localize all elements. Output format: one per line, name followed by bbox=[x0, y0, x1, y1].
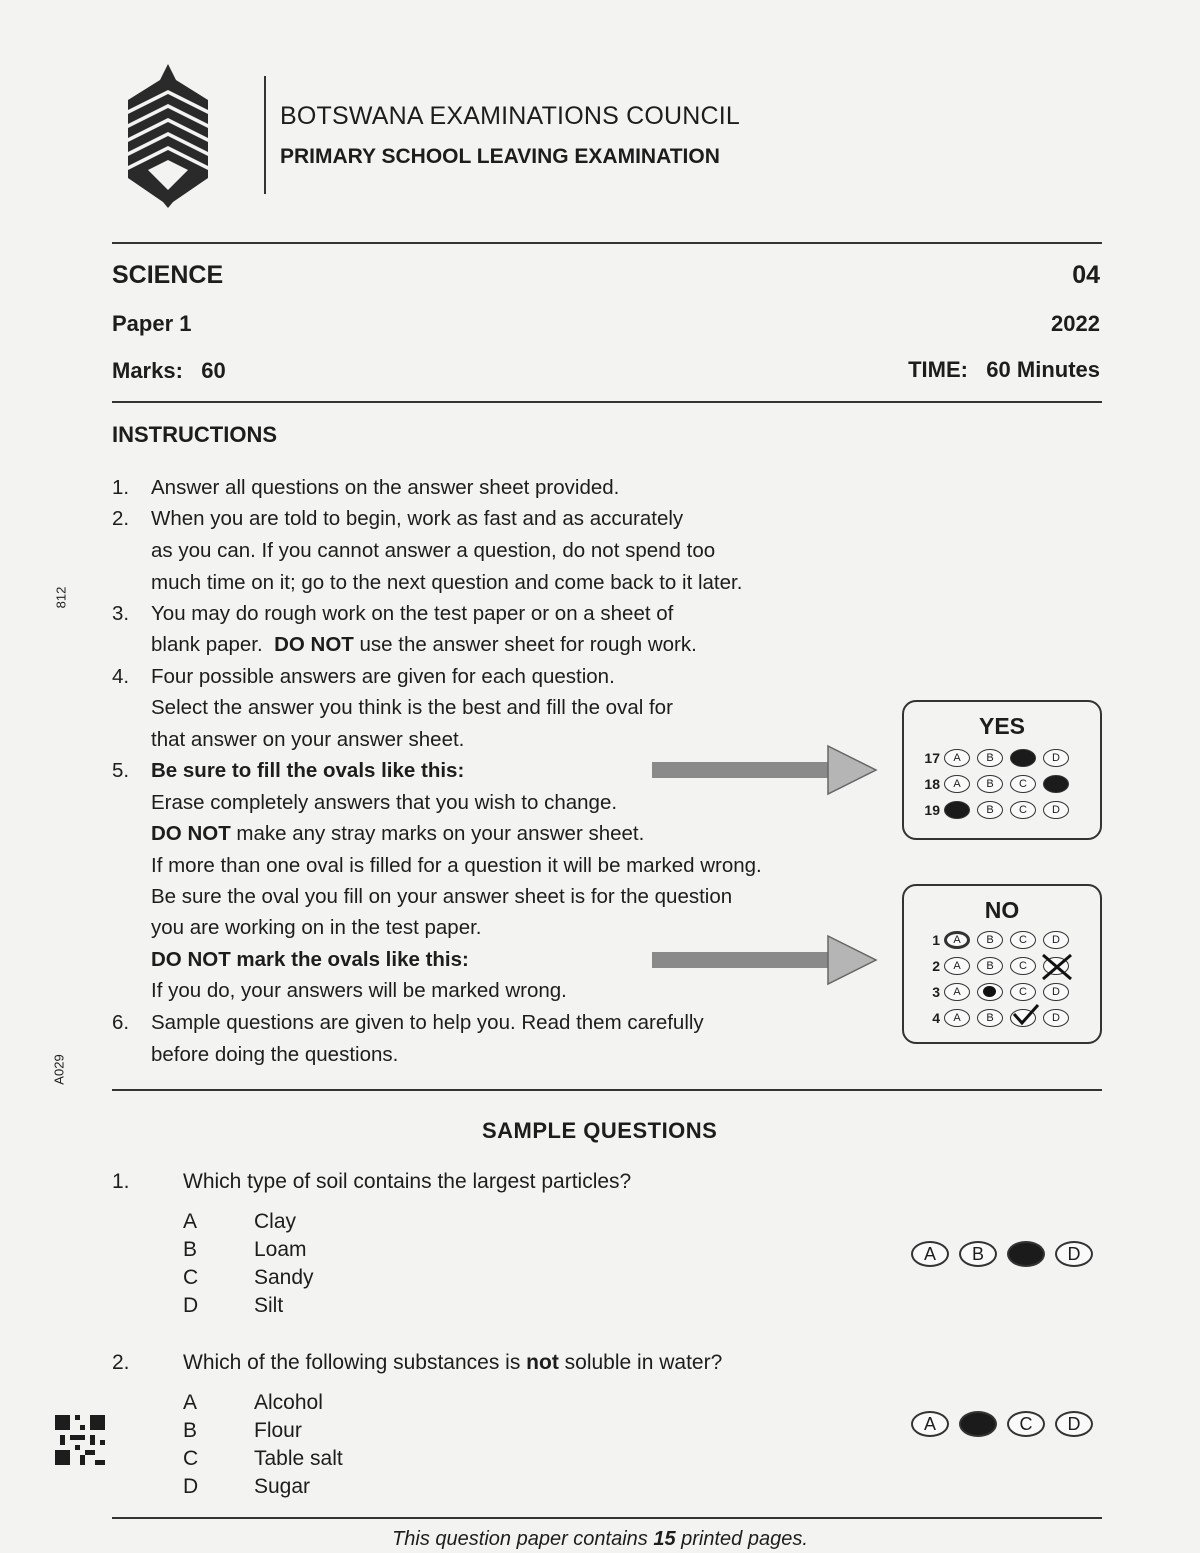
oval-b: B bbox=[977, 931, 1003, 949]
option-letter: A bbox=[183, 1210, 198, 1233]
tick-mark-icon bbox=[1011, 1002, 1041, 1028]
instr-line: as you can. If you cannot answer a question, do not spend too bbox=[151, 539, 716, 562]
sample-q2-text-pre: Which of the following substances is bbox=[183, 1351, 527, 1374]
instr-line: Answer all questions on the answer sheet provided. bbox=[151, 476, 620, 499]
time-label: TIME: bbox=[908, 357, 968, 382]
option-letter: D bbox=[183, 1294, 199, 1317]
sample-q2-text-bold: not bbox=[526, 1351, 559, 1374]
oval-d: D bbox=[1043, 983, 1069, 1001]
paper-code: 04 bbox=[1072, 261, 1100, 289]
oval-a: A bbox=[944, 957, 970, 975]
instr-line: that answer on your answer sheet. bbox=[151, 728, 465, 751]
row-number: 4 bbox=[932, 1010, 940, 1026]
oval-c: C bbox=[1010, 775, 1036, 793]
instr-line: Erase completely answers that you wish to change. bbox=[151, 791, 618, 814]
oval-c-ticked bbox=[1010, 1009, 1036, 1027]
instr-line: Four possible answers are given for each question. bbox=[151, 665, 615, 688]
no-row bbox=[904, 981, 1076, 1003]
option-text: Loam bbox=[254, 1238, 307, 1261]
yes-row bbox=[904, 747, 1076, 769]
sample-q2-options bbox=[183, 1391, 483, 1511]
sample-q1-answer-ovals bbox=[911, 1241, 1103, 1267]
oval-d: D bbox=[1043, 1009, 1069, 1027]
council-name: BOTSWANA EXAMINATIONS COUNCIL bbox=[280, 102, 741, 130]
option-text: Alcohol bbox=[254, 1391, 323, 1414]
yes-example-box bbox=[902, 700, 1102, 840]
instr-line: Sample questions are given to help you. Read them carefully bbox=[151, 1011, 704, 1034]
do-not-emphasis: DO NOT bbox=[274, 633, 354, 656]
oval-d: D bbox=[1043, 931, 1069, 949]
time bbox=[908, 357, 1100, 383]
oval-b-dot bbox=[977, 983, 1003, 1001]
instr-num: 1. bbox=[112, 476, 130, 499]
oval-c-filled bbox=[1010, 749, 1036, 767]
sample-q2-text bbox=[183, 1351, 722, 1375]
sample-q1-number: 1. bbox=[112, 1170, 130, 1193]
instr-num: 3. bbox=[112, 602, 130, 625]
instr-num: 5. bbox=[112, 759, 130, 782]
becs-logo bbox=[118, 62, 218, 210]
option-letter: A bbox=[183, 1391, 198, 1414]
oval-b: B bbox=[977, 801, 1003, 819]
row-number: 3 bbox=[932, 984, 940, 1000]
oval-a: A bbox=[944, 775, 970, 793]
oval-b: B bbox=[977, 1009, 1003, 1027]
option-text: Sandy bbox=[254, 1266, 314, 1289]
rule-meta bbox=[112, 401, 1102, 403]
oval-d: D bbox=[1043, 801, 1069, 819]
marks-value: 60 bbox=[201, 358, 226, 383]
oval-d-crossed bbox=[1043, 957, 1069, 975]
footer-pre: This question paper contains bbox=[392, 1528, 654, 1550]
option-text: Flour bbox=[254, 1419, 302, 1442]
arrow-right-icon bbox=[652, 744, 878, 796]
oval-c: C bbox=[1010, 957, 1036, 975]
option-text: Table salt bbox=[254, 1447, 343, 1470]
option-letter: B bbox=[183, 1419, 198, 1442]
oval-b: B bbox=[977, 957, 1003, 975]
instr-line: Be sure to fill the ovals like this: bbox=[151, 759, 465, 782]
instr-line: If you do, your answers will be marked wrong. bbox=[151, 979, 567, 1002]
marks-label: Marks: bbox=[112, 358, 183, 383]
do-not-emphasis: DO NOT bbox=[151, 822, 231, 845]
oval-a-filled bbox=[944, 801, 970, 819]
oval-a: A bbox=[911, 1241, 949, 1267]
oval-d-filled bbox=[1043, 775, 1069, 793]
marks bbox=[112, 358, 226, 384]
instr-line: use the answer sheet for rough work. bbox=[359, 633, 697, 656]
row-number: 18 bbox=[924, 776, 940, 792]
rule-instructions bbox=[112, 1089, 1102, 1091]
oval-d: D bbox=[1055, 1241, 1093, 1267]
oval-a: A bbox=[944, 1009, 970, 1027]
no-row bbox=[904, 1007, 1076, 1029]
row-number: 17 bbox=[924, 750, 940, 766]
oval-c: C bbox=[1010, 983, 1036, 1001]
option-letter: C bbox=[183, 1447, 199, 1470]
oval-b: B bbox=[977, 775, 1003, 793]
time-value: 60 Minutes bbox=[986, 357, 1100, 382]
option-letter: D bbox=[183, 1475, 199, 1498]
paper-number: Paper 1 bbox=[112, 311, 192, 336]
sample-q1-options bbox=[183, 1210, 483, 1330]
dot-mark-icon bbox=[983, 986, 996, 997]
oval-c-filled bbox=[1007, 1241, 1045, 1267]
oval-a: A bbox=[944, 749, 970, 767]
row-number: 1 bbox=[932, 932, 940, 948]
sample-q1-text: Which type of soil contains the largest particles? bbox=[183, 1170, 632, 1193]
subject: SCIENCE bbox=[112, 261, 224, 289]
instr-line: you are working on in the test paper. bbox=[151, 916, 482, 939]
row-number: 2 bbox=[932, 958, 940, 974]
instr-line: make any stray marks on your answer sheet. bbox=[236, 822, 645, 845]
side-code-bottom: A029 bbox=[51, 1054, 67, 1085]
instr-line-5c bbox=[151, 822, 644, 846]
oval-a: A bbox=[944, 983, 970, 1001]
oval-a-circled: A bbox=[944, 931, 970, 949]
sample-q2-answer-ovals bbox=[911, 1411, 1103, 1437]
footer-note bbox=[0, 1528, 1200, 1551]
instructions-heading: INSTRUCTIONS bbox=[112, 422, 277, 447]
oval-d: D bbox=[1055, 1411, 1093, 1437]
instr-num: 6. bbox=[112, 1011, 130, 1034]
instr-num: 2. bbox=[112, 507, 130, 530]
rule-top bbox=[112, 242, 1102, 244]
instr-line: much time on it; go to the next question and come back to it later. bbox=[151, 571, 743, 594]
instr-line: DO NOT mark the ovals like this: bbox=[151, 948, 469, 971]
instr-line: When you are told to begin, work as fast and as accurately bbox=[151, 507, 684, 530]
oval-b-filled bbox=[959, 1411, 997, 1437]
oval-a: A bbox=[911, 1411, 949, 1437]
paper-year: 2022 bbox=[1051, 311, 1100, 336]
instr-num: 4. bbox=[112, 665, 130, 688]
option-text: Silt bbox=[254, 1294, 284, 1317]
footer-post: printed pages. bbox=[675, 1528, 808, 1550]
option-letter: B bbox=[183, 1238, 198, 1261]
no-example-box bbox=[902, 884, 1102, 1044]
oval-c: C bbox=[1010, 801, 1036, 819]
instr-line-3b bbox=[151, 633, 697, 657]
instr-line: blank paper. bbox=[151, 633, 263, 656]
row-number: 19 bbox=[924, 802, 940, 818]
exam-name: PRIMARY SCHOOL LEAVING EXAMINATION bbox=[280, 145, 720, 168]
instr-line: Be sure the oval you fill on your answer sheet is for the question bbox=[151, 885, 733, 908]
option-letter: C bbox=[183, 1266, 199, 1289]
instr-line: If more than one oval is filled for a question it will be marked wrong. bbox=[151, 854, 762, 877]
instr-line: You may do rough work on the test paper or on a sheet of bbox=[151, 602, 674, 625]
sample-q2-text-post: soluble in water? bbox=[558, 1351, 723, 1374]
option-text: Sugar bbox=[254, 1475, 311, 1498]
no-row bbox=[904, 955, 1076, 977]
sample-q2-number: 2. bbox=[112, 1351, 130, 1374]
instr-line: Select the answer you think is the best and fill the oval for bbox=[151, 696, 673, 719]
side-code-top: 812 bbox=[53, 586, 69, 609]
option-text: Clay bbox=[254, 1210, 297, 1233]
oval-d: D bbox=[1043, 749, 1069, 767]
no-row bbox=[904, 929, 1076, 951]
qr-code-icon bbox=[55, 1415, 105, 1465]
cross-mark-icon bbox=[1040, 952, 1074, 982]
oval-c: C bbox=[1007, 1411, 1045, 1437]
yes-row bbox=[904, 773, 1076, 795]
oval-c: C bbox=[1010, 931, 1036, 949]
header-divider bbox=[264, 76, 266, 194]
rule-footer bbox=[112, 1517, 1102, 1519]
yes-title: YES bbox=[978, 713, 1026, 739]
arrow-right-icon bbox=[652, 934, 878, 986]
no-title: NO bbox=[984, 897, 1020, 923]
instr-line: before doing the questions. bbox=[151, 1043, 399, 1066]
oval-b: B bbox=[959, 1241, 997, 1267]
footer-page-count: 15 bbox=[653, 1528, 676, 1550]
sample-questions-heading: SAMPLE QUESTIONS bbox=[482, 1118, 718, 1143]
oval-b: B bbox=[977, 749, 1003, 767]
yes-row bbox=[904, 799, 1076, 821]
